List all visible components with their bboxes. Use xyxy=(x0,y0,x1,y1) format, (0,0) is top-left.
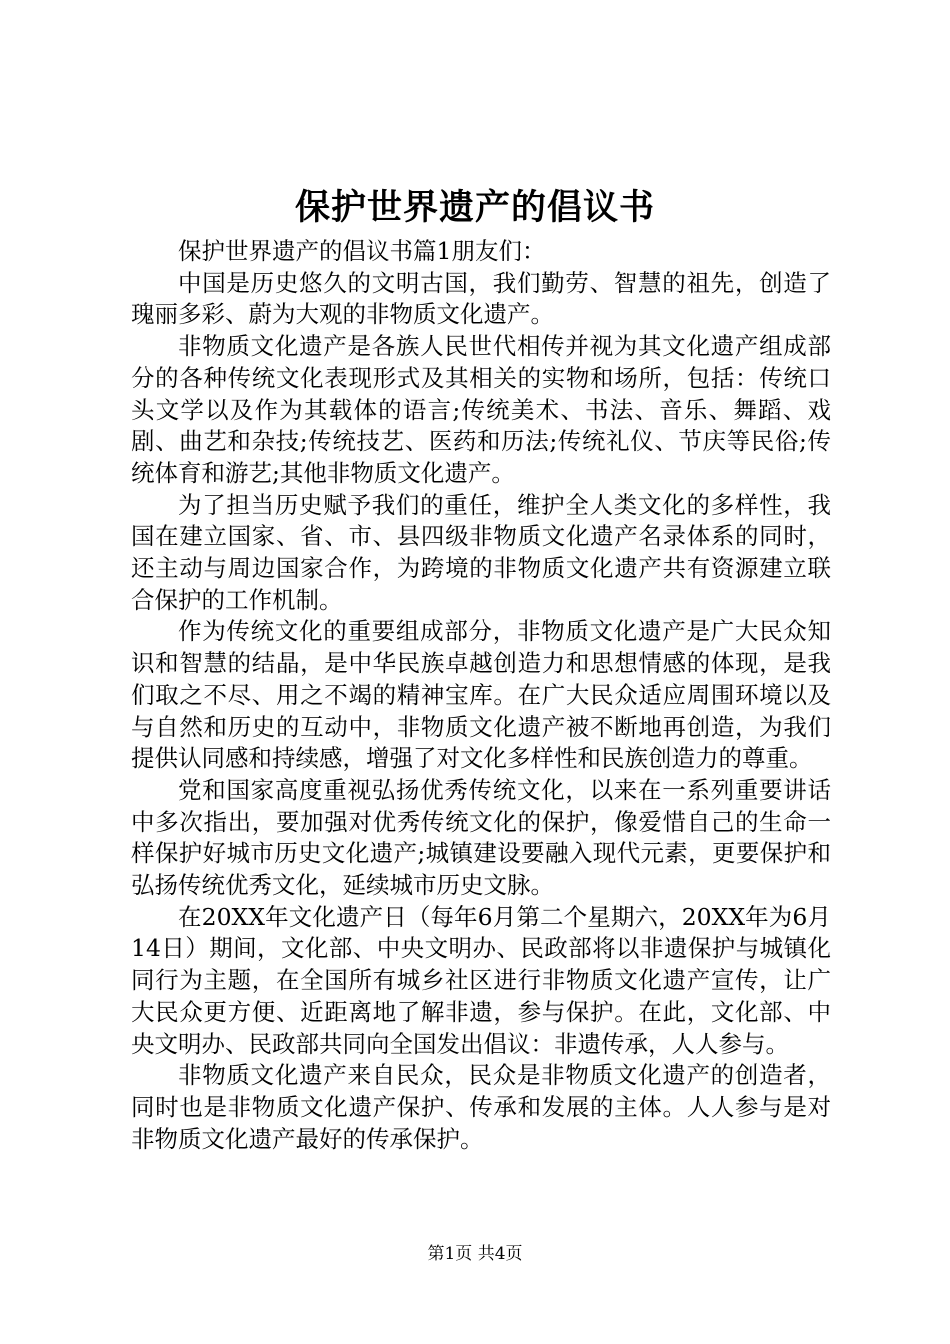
paragraph: 非物质文化遗产是各族人民世代相传并视为其文化遗产组成部分的各种传统文化表现形式及其相关的实物和场所，包括：传统口头文学以及作为其载体的语言;传统美术、书法、音乐、舞蹈、戏剧、曲艺和杂技;传统技艺、医药和历法;传统礼仪、节庆等民俗;传统体育和游艺;其他非物质文化遗产。 xyxy=(131,332,831,487)
paragraph: 为了担当历史赋予我们的重任，维护全人类文化的多样性，我国在建立国家、省、市、县四级非物质文化遗产名录体系的同时，还主动与周边国家合作，为跨境的非物质文化遗产共有资源建立联合保护的工作机制。 xyxy=(131,490,831,614)
document-body xyxy=(131,236,831,1155)
paragraph: 党和国家高度重视弘扬优秀传统文化，以来在一系列重要讲话中多次指出，要加强对优秀传统文化的保护，像爱惜自己的生命一样保护好城市历史文化遗产;城镇建设要融入现代元素，更要保护和弘扬传统优秀文化，延续城市历史文脉。 xyxy=(131,775,831,900)
paragraph: 在20XX年文化遗产日（每年6月第二个星期六，20XX年为6月14日）期间，文化部、中央文明办、民政部将以非遗保护与城镇化同行为主题，在全国所有城乡社区进行非物质文化遗产宣传，让广大民众更方便、近距离地了解非遗，参与保护。在此，文化部、中央文明办、民政部共同向全国发出倡议：非遗传承，人人参与。 xyxy=(131,902,831,1058)
paragraph: 非物质文化遗产来自民众，民众是非物质文化遗产的创造者，同时也是非物质文化遗产保护、传承和发展的主体。人人参与是对非物质文化遗产最好的传承保护。 xyxy=(131,1061,831,1153)
paragraph-intro: 保护世界遗产的倡议书篇1朋友们： xyxy=(178,237,546,265)
paragraph: 中国是历史悠久的文明古国，我们勤劳、智慧的祖先，创造了瑰丽多彩、蔚为大观的非物质文化遗产。 xyxy=(131,268,831,329)
paragraph: 作为传统文化的重要组成部分，非物质文化遗产是广大民众知识和智慧的结晶，是中华民族卓越创造力和思想情感的体现，是我们取之不尽、用之不竭的精神宝库。在广大民众适应周围环境以及与自然和历史的互动中，非物质文化遗产被不断地再创造，为我们提供认同感和持续感，增强了对文化多样性和民族创造力的尊重。 xyxy=(131,617,831,773)
page-footer: 第1页 共4页 xyxy=(427,1244,523,1264)
page-title: 保护世界遗产的倡议书 xyxy=(294,187,655,228)
